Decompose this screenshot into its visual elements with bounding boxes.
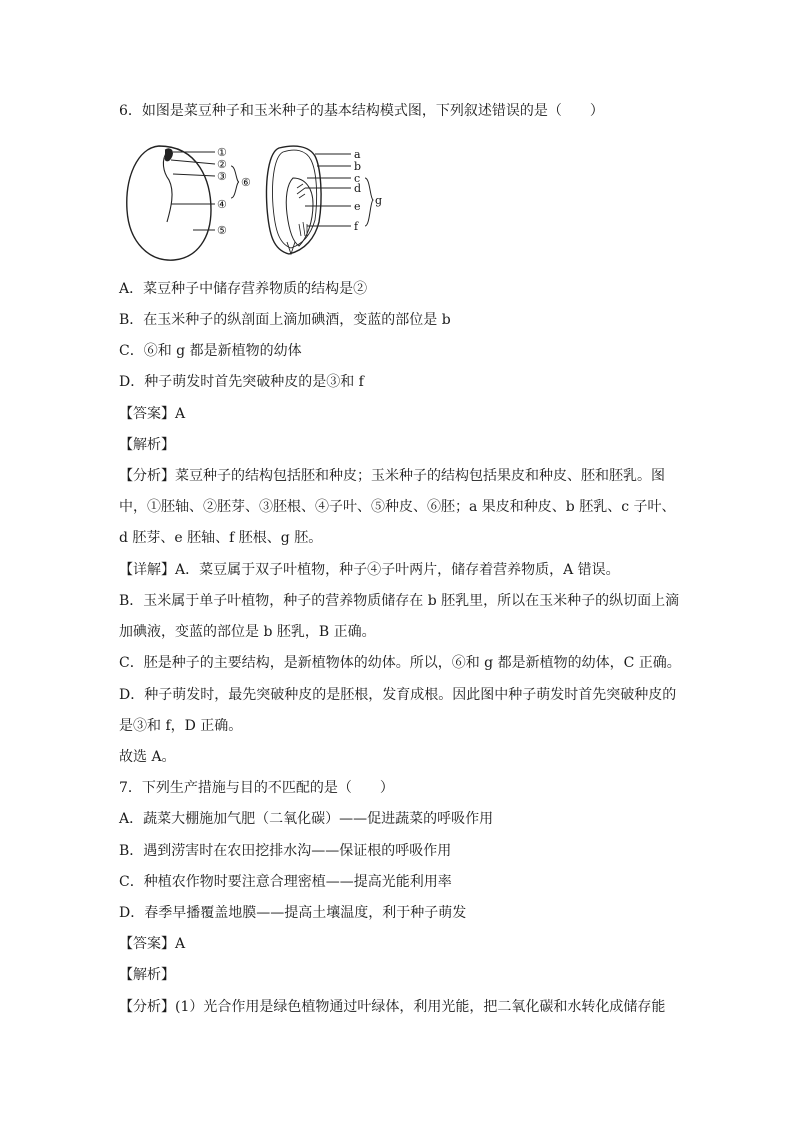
q7-option-b: B．遇到涝害时在农田挖排水沟——保证根的呼吸作用: [119, 843, 452, 859]
seed-diagram: [119, 138, 399, 268]
corn-label-c: c: [354, 172, 361, 185]
q6-analysis-line: D．种子萌发时，最先突破种皮的是胚根，发育成根。因此图中种子萌发时首先突破种皮的: [119, 687, 677, 703]
bean-label-4: ④: [217, 198, 227, 211]
q6-answer: 【答案】A: [119, 406, 186, 422]
bean-seed-diagram: [127, 146, 251, 260]
corn-label-e: e: [354, 200, 361, 213]
q6-analysis-line: d 胚芽、e 胚轴、f 胚根、g 胚。: [119, 530, 323, 546]
seed-structure-figure: [119, 138, 399, 268]
bean-label-2: ②: [217, 158, 227, 171]
q6-option-b: B．在玉米种子的纵剖面上滴加碘酒，变蓝的部位是 b: [119, 312, 451, 328]
q6-analysis-line: 【分析】菜豆种子的结构包括胚和种皮；玉米种子的结构包括果皮和种皮、胚和胚乳。图: [119, 468, 665, 484]
q7-option-d: D．春季早播覆盖地膜——提高土壤温度，利于种子萌发: [119, 905, 467, 921]
q6-analysis-line: 加碘液，变蓝的部位是 b 胚乳，B 正确。: [119, 624, 376, 640]
q6-analysis-line: C．胚是种子的主要结构，是新植物体的幼体。所以，⑥和 g 都是新植物的幼体，C 正确。: [119, 655, 681, 671]
corn-label-d: d: [354, 182, 362, 195]
q7-stem: 7．下列生产措施与目的不匹配的是（ ）: [119, 780, 394, 796]
q7-option-c: C．种植农作物时要注意合理密植——提高光能利用率: [119, 874, 452, 890]
q6-option-d: D．种子萌发时首先突破种皮的是③和 f: [119, 374, 364, 390]
q6-analysis-line: 中，①胚轴、②胚芽、③胚根、④子叶、⑤种皮、⑥胚；a 果皮和种皮、b 胚乳、c 子叶、: [119, 499, 676, 515]
q6-analysis-line: 故选 A。: [119, 749, 176, 765]
corn-label-a: a: [354, 148, 361, 161]
q6-analysis-line: 是③和 f，D 正确。: [119, 718, 243, 734]
q6-option-c: C．⑥和 g 都是新植物的幼体: [119, 343, 302, 359]
corn-label-f: f: [354, 220, 359, 233]
q7-analysis-heading: 【解析】: [119, 967, 175, 983]
corn-label-g: g: [375, 194, 383, 207]
bean-label-1: ①: [217, 146, 227, 159]
corn-seed-diagram: [267, 146, 383, 254]
bean-label-3: ③: [217, 170, 227, 183]
q6-analysis-line: 【详解】A．菜豆属于双子叶植物，种子④子叶两片，储存着营养物质，A 错误。: [119, 562, 620, 578]
corn-label-b: b: [354, 160, 362, 173]
q6-option-a: A．菜豆种子中储存营养物质的结构是②: [119, 281, 368, 297]
bean-label-6: ⑥: [241, 176, 251, 189]
q7-option-a: A．蔬菜大棚施加气肥（二氧化碳）——促进蔬菜的呼吸作用: [119, 811, 494, 827]
q7-answer: 【答案】A: [119, 936, 186, 952]
q6-stem: 6．如图是菜豆种子和玉米种子的基本结构模式图，下列叙述错误的是（ ）: [119, 103, 604, 119]
q6-analysis-line: B．玉米属于单子叶植物，种子的营养物质储存在 b 胚乳里，所以在玉米种子的纵切面上滴: [119, 593, 680, 609]
q7-analysis-line: 【分析】(1）光合作用是绿色植物通过叶绿体，利用光能，把二氧化碳和水转化成储存能: [119, 999, 666, 1015]
bean-label-5: ⑤: [217, 224, 227, 237]
q6-analysis-heading: 【解析】: [119, 437, 175, 453]
